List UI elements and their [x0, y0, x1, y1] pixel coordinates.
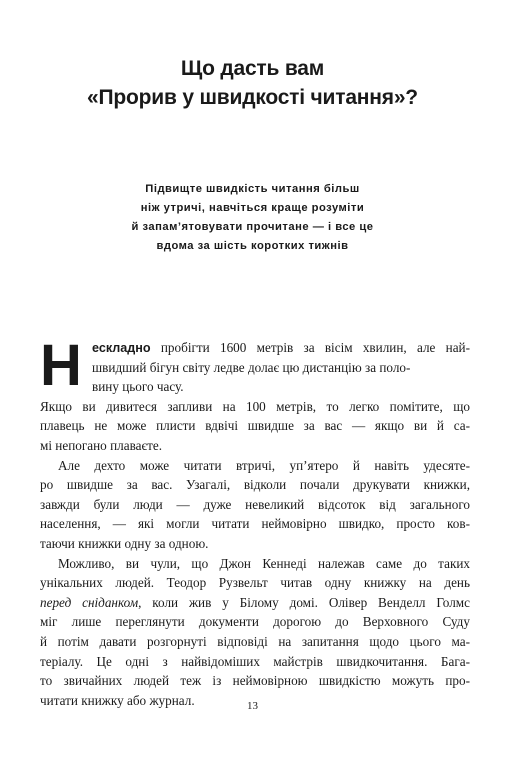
drop-cap: Н [40, 333, 82, 398]
subtitle-line-3: й запам’ятовувати прочитане — і все це [131, 221, 374, 233]
text-span: , коли жив у Білому домі. Олівер Венделл Голмс [138, 594, 470, 610]
paragraph-line: читати книжку або журнал. [40, 692, 195, 708]
paragraph-line: вину цього часу. [92, 379, 184, 395]
paragraph-line: то звичайних людей теж із неймовірною швидкістю можуть про- [40, 673, 470, 689]
subtitle-line-4: вдома за шість коротких тижнів [156, 240, 349, 252]
lead-word: ескладно [92, 341, 151, 355]
paragraph-line: унікальних людей. Теодор Рузвельт читав одну книжку на день [40, 575, 470, 591]
paragraph-line: теріалу. Це одні з найвідоміших майстрів швидкочитання. Бага- [40, 653, 470, 669]
paragraph-2 [40, 397, 470, 456]
paragraph-1-bottom [40, 377, 470, 397]
paragraph-line: міг лише переглянути документи дорогою до Верховного Суду [40, 614, 470, 630]
paragraph-line: завжди були люди — дуже невеликий відсоток від загального [40, 496, 470, 512]
paragraph-line [40, 593, 470, 613]
paragraph-line [92, 338, 470, 358]
chapter-title [0, 54, 505, 112]
paragraph-line: ро швидше за вас. Узагалі, відколи почали друкувати книжки, [40, 477, 470, 493]
chapter-subtitle [0, 180, 505, 256]
chapter-title-line-1: Що дасть вам [180, 57, 325, 80]
paragraph-line: мі непогано плаваєте. [40, 437, 163, 453]
subtitle-line-1: Підвищте швидкість читання більш [145, 183, 360, 195]
paragraph-line: Можливо, ви чули, що Джон Кеннеді належав саме до таких [58, 555, 470, 571]
paragraph-line: таючи книжки одну за одною. [40, 535, 209, 551]
paragraph-line: плавець не може плисти вдвічі швидше за вас — якщо ви й са- [40, 418, 470, 434]
paragraph-line: й потім давати розгорнуті відповіді на запитання щодо цього ма- [40, 633, 470, 649]
italic-phrase: перед сніданком [40, 594, 139, 610]
paragraph-3 [40, 456, 470, 554]
paragraph-4 [40, 554, 470, 711]
paragraph-1-top [92, 338, 470, 377]
paragraph-line: Але дехто може читати втричі, уп’ятеро й навіть удесяте- [58, 457, 470, 473]
page-number: 13 [247, 700, 258, 712]
subtitle-line-2: ніж утричі, навчіться краще розуміти [140, 202, 365, 214]
paragraph-line: швидший бігун світу ледве долає цю дистанцію за поло- [92, 359, 411, 375]
paragraph-line: населення, — які могли читати неймовірно швидко, просто ков- [40, 516, 470, 532]
chapter-title-line-2: «Прорив у швидкості читання»? [87, 86, 418, 109]
paragraph-line: Якщо ви дивитеся запливи на 100 метрів, то легко помітите, що [40, 398, 470, 414]
text-span: пробігти 1600 метрів за вісім хвилин, але най- [150, 340, 470, 355]
